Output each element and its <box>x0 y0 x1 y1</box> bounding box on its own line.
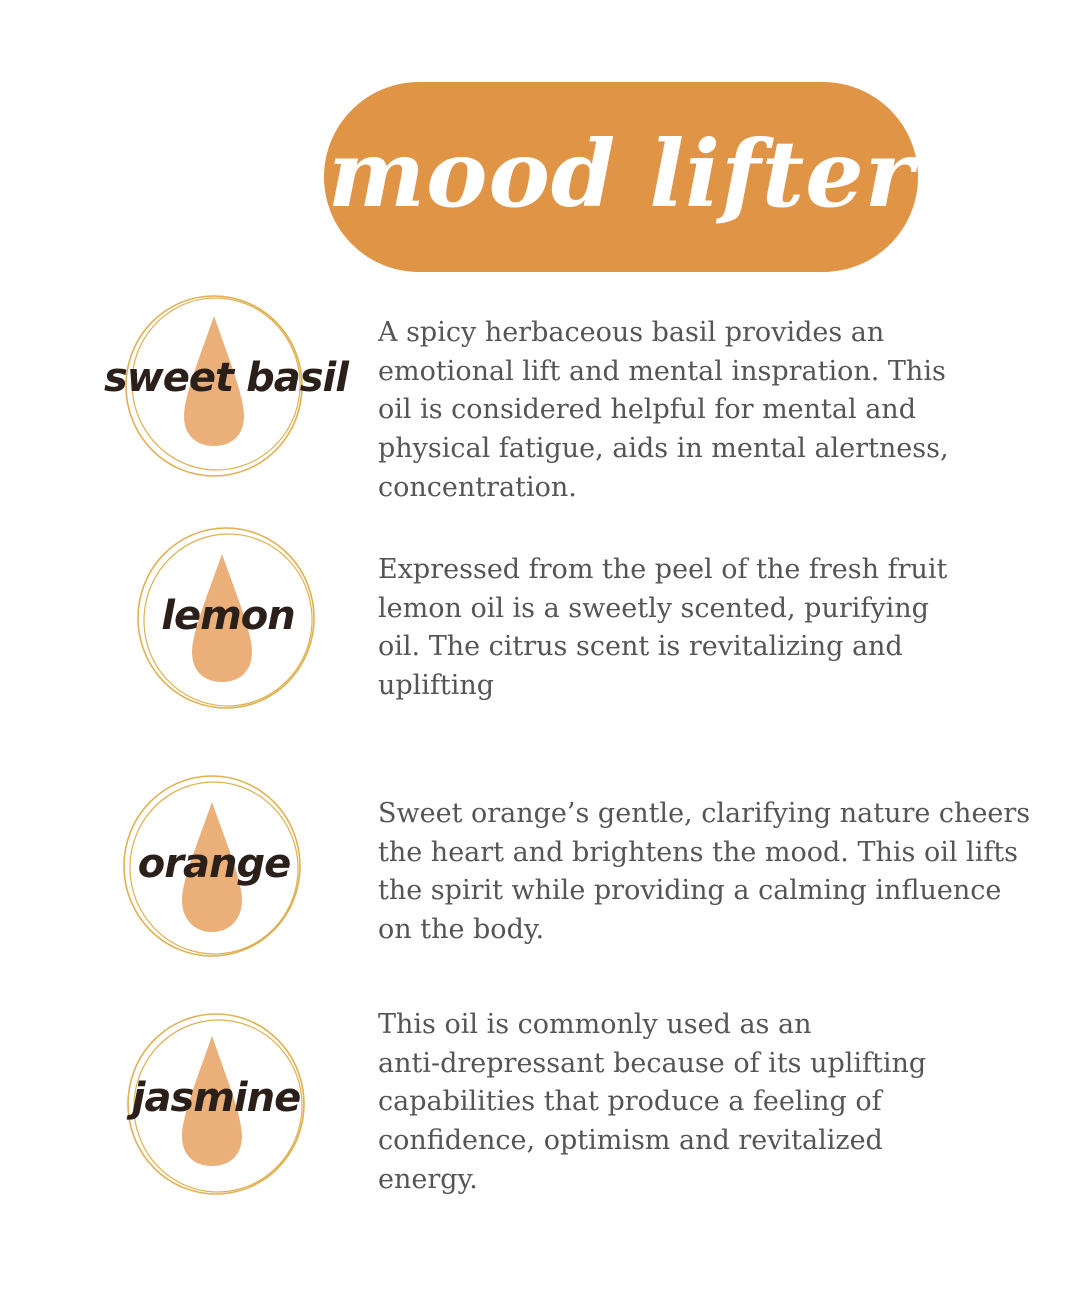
oil-emblem-lemon <box>118 520 338 720</box>
oil-name: orange <box>137 841 291 887</box>
oil-description: Sweet orange’s gentle, clarifying nature cheers the heart and brightens the mood. This oil lifts the spirit while providing a calming influence on the body. <box>378 798 1031 946</box>
oil-name: lemon <box>161 593 295 639</box>
title-banner <box>324 82 918 272</box>
oil-emblem-sweet-basil <box>104 286 348 486</box>
oil-name: jasmine <box>131 1075 301 1121</box>
oil-name: sweet basil <box>104 355 348 401</box>
oil-emblem-jasmine <box>106 1004 326 1204</box>
oil-description: Expressed from the peel of the fresh fruit lemon oil is a sweetly scented, purifying oil. The citrus scent is revitalizing and uplifting <box>378 554 948 702</box>
oil-emblem-orange <box>104 770 324 970</box>
oil-description: This oil is commonly used as an anti-drepressant because of its uplifting capabilities that produce a feeling of confidence, optimism and revitalized energy. <box>378 1009 927 1195</box>
oil-description: A spicy herbaceous basil provides an emotional lift and mental inspration. This oil is considered helpful for mental and physical fatigue, aids in mental alertness, concentration. <box>378 317 949 503</box>
page-title: mood lifter <box>327 120 915 228</box>
